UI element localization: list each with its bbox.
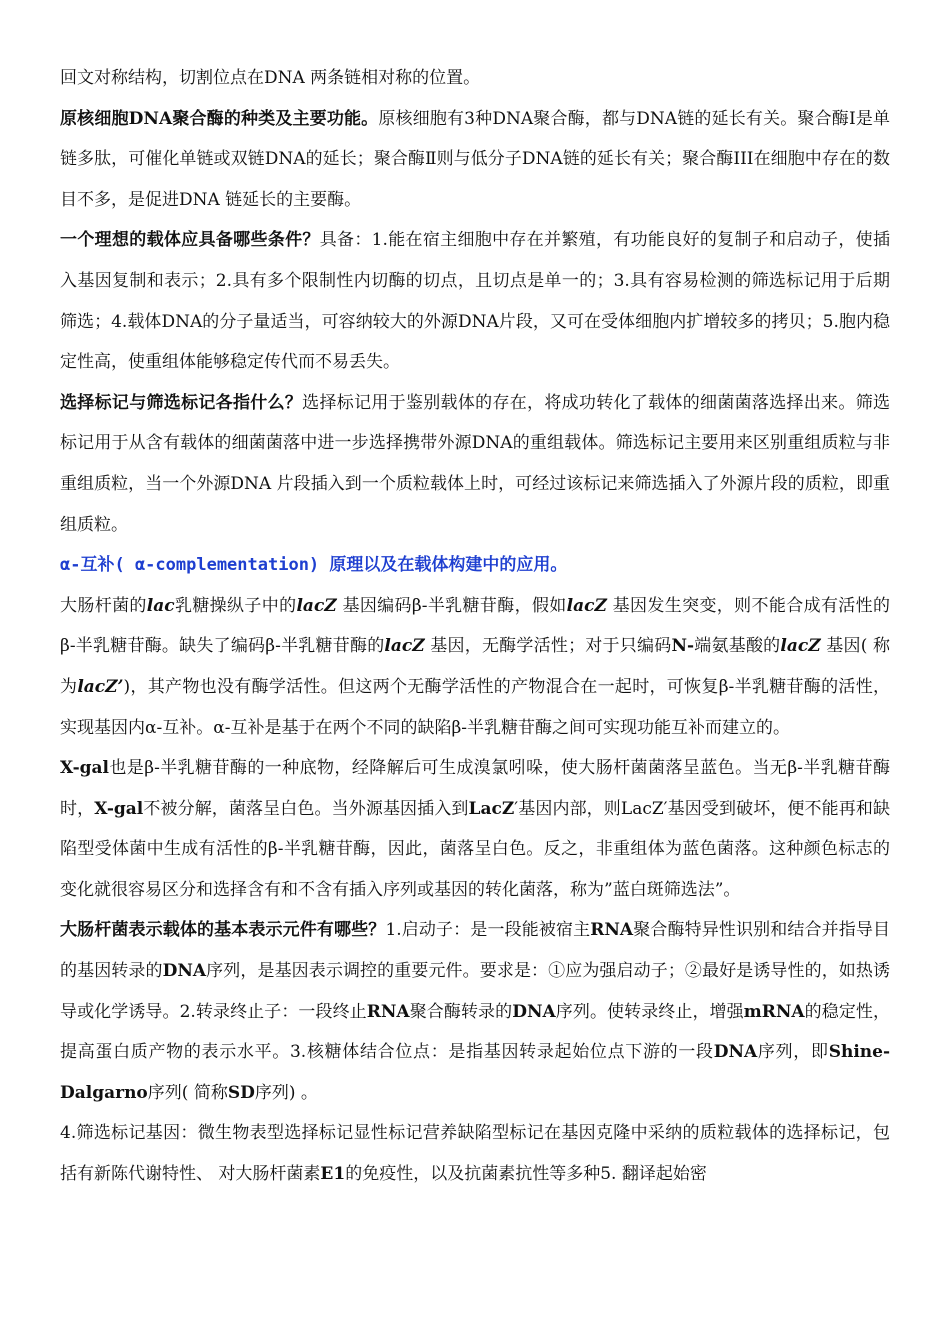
section-heading: α-互补( α-complementation) 原理以及在载体构建中的应用。	[60, 555, 568, 576]
paragraph-expression-elements	[60, 910, 890, 1113]
question-heading: 大肠杆菌表示载体的基本表示元件有哪些？	[60, 920, 386, 941]
term-rna: RNA	[590, 920, 634, 941]
text-run: 序列( 简称	[147, 1082, 228, 1103]
paragraph-alpha-complementation-heading	[60, 545, 890, 586]
term-dna: DNA	[713, 1042, 758, 1063]
text-run: 基因( 称为	[60, 636, 890, 697]
question-heading: 一个理想的载体应具备哪些条件？	[60, 230, 320, 251]
term-xgal: X-gal	[94, 798, 144, 819]
gene-lacz: lacZ	[780, 636, 821, 657]
paragraph-dna-polymerase	[60, 99, 890, 221]
paragraph-screening-marker-gene	[60, 1113, 890, 1194]
term-shine-dalgarno: Shine-Dalgarno	[60, 1042, 891, 1103]
text-run: ′基因内部，则LacZ′基因受到破坏，便不能再和缺陷型受体菌中生成有活性的β-半乳糖苷酶，因此，菌落呈白色。反之，非重组体为蓝色菌落。这种颜色标志的变化就很容易区分和选择含有和不含有插入序列或基因的转化菌落，称为”蓝白斑筛选法”。	[60, 798, 891, 900]
term-sd: SD	[227, 1082, 255, 1103]
paragraph-selection-markers	[60, 383, 890, 545]
text-run: 基因编码β-半乳糖苷酶，假如	[336, 595, 567, 616]
text-run: 聚合酶特异性识别和结合并指导目的基因转录的	[60, 920, 891, 982]
gene-lacz: lacZ	[566, 595, 607, 616]
term-xgal: X-gal	[60, 758, 109, 779]
gene-lac: lac	[146, 595, 175, 616]
text-run: 4.筛选标记基因：微生物表型选择标记显性标记营养缺陷型标记在基因克隆中采纳的质粒载体的选择标记，包括有新陈代谢特性、 对大肠杆菌素	[60, 1123, 890, 1185]
term-rna: RNA	[366, 1001, 410, 1022]
text-run: 也是β-半乳糖苷酶的一种底物，经降解后可生成溴氯吲哚，使大肠杆菌菌落呈蓝色。当无β-半乳糖苷酶时，	[60, 758, 890, 819]
gene-lacz: lacZ	[296, 595, 337, 616]
paragraph-xgal	[60, 748, 890, 910]
paragraph-ideal-vector	[60, 220, 890, 382]
answer-text: 选择标记用于鉴别载体的存在，将成功转化了载体的细菌菌落选择出来。筛选标记用于从含有载体的细菌菌落中进一步选择携带外源DNA的重组载体。筛选标记主要用来区别重组质粒与非重组质粒，当一个外源DNA 片段插入到一个质粒载体上时，可经过该标记来筛选插入了外源片段的质粒，即重组质粒。	[60, 392, 891, 535]
text-run: 的稳定性，提高蛋白质产物的表示水平。3.核糖体结合位点：是指基因转录起始位点下游的一段	[60, 1001, 891, 1063]
text-run: 序列。使转录终止，增强	[555, 1001, 744, 1022]
question-heading: 原核细胞DNA聚合酶的种类及主要功能。	[60, 108, 379, 129]
text-run: )，其产物也没有酶学活性。但这两个无酶学活性的产物混合在一起时，可恢复β-半乳糖苷酶的活性，实现基因内α-互补。α-互补是基于在两个不同的缺陷β-半乳糖苷酶之间可实现功能互补而建立的。	[60, 676, 891, 738]
text-run: 的免疫性，以及抗菌素抗性等多种5. 翻译起始密	[345, 1164, 707, 1185]
paragraph-lacz	[60, 586, 890, 748]
text-run: 1.启动子：是一段能被宿主	[385, 920, 591, 941]
text-run: 乳糖操纵子中的	[174, 595, 297, 616]
text-run: 序列) 。	[254, 1082, 318, 1103]
text-run: 聚合酶转录的	[409, 1001, 513, 1022]
term-dna: DNA	[162, 961, 207, 982]
text-run: 端氨基酸的	[694, 636, 781, 657]
text-run: 不被分解，菌落呈白色。当外源基因插入到	[143, 798, 469, 819]
term-mrna: mRNA	[743, 1001, 805, 1022]
text-run: 基因，无酶学活性；对于只编码	[424, 636, 672, 657]
answer-text: 原核细胞有3种DNA聚合酶，都与DNA链的延长有关。聚合酶Ⅰ是单链多肽，可催化单链或双链DNA的延长；聚合酶Ⅱ则与低分子DNA链的延长有关；聚合酶III在细胞中存在的数目不多，是促进DNA 链延长的主要酶。	[60, 108, 890, 210]
n-terminal: N-	[671, 636, 695, 657]
text-run: 序列，是基因表示调控的重要元件。要求是：①应为强启动子；②最好是诱导性的，如热诱导或化学诱导。2.转录终止子：一段终止	[60, 961, 891, 1022]
gene-lacz: lacZ	[384, 636, 425, 657]
paragraph-text: 回文对称结构，切割位点在DNA 两条链相对称的位置。	[60, 68, 481, 88]
gene-lacz: LacZ	[468, 798, 515, 819]
answer-text: 具备：1.能在宿主细胞中存在并繁殖，有功能良好的复制子和启动子，使插入基因复制和表示；2.具有多个限制性内切酶的切点，且切点是单一的；3.具有容易检测的筛选标记用于后期筛选；4.载体DNA的分子量适当，可容纳较大的外源DNA片段，又可在受体细胞内扩增较多的拷贝；5.胞内稳定性高，使重组体能够稳定传代而不易丢失。	[60, 230, 891, 373]
term-dna: DNA	[512, 1001, 556, 1022]
text-run: 基因发生突变，则不能合成有活性的β-半乳糖苷酶。缺失了编码β-半乳糖苷酶的	[60, 595, 891, 657]
text-run: 序列，即	[757, 1042, 829, 1063]
term-e1: E1	[320, 1164, 346, 1185]
gene-lacz-prime: lacZ’	[77, 676, 124, 697]
paragraph-palindrome-end	[60, 58, 890, 99]
text-run: 大肠杆菌的	[60, 595, 147, 616]
question-heading: 选择标记与筛选标记各指什么？	[60, 392, 303, 413]
